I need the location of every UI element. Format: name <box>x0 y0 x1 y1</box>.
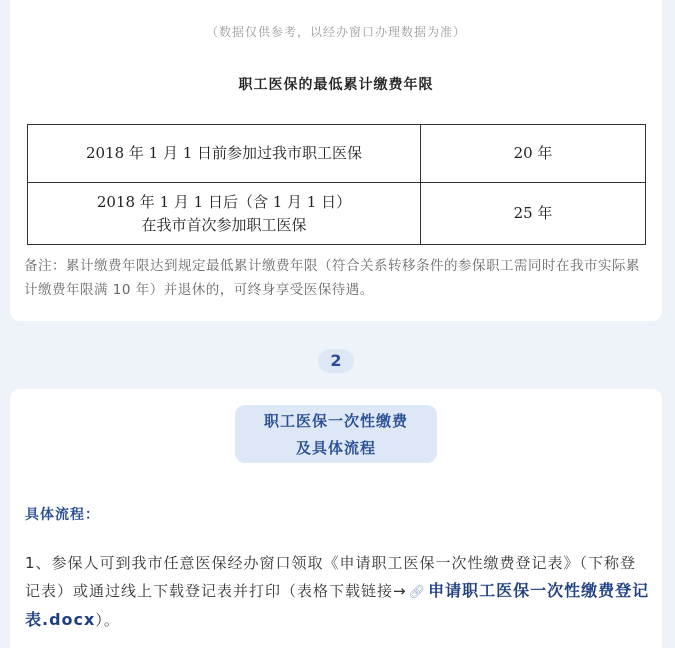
step-1-text: 1、参保人可到我市任意医保经办窗口领取《申请职工医保一次性缴费登记表》（下称登记表）或通过线上下载登记表并打印（表格下载链接→ <box>25 554 637 600</box>
section-title <box>235 405 437 463</box>
min-years-table <box>27 124 646 245</box>
download-form-link[interactable]: 申请职工医保一次性缴费登记表.docx <box>25 581 650 629</box>
step-1-paragraph <box>25 550 650 634</box>
condition-text-line1: 2018 年 1 月 1 日后（含 1 月 1 日） <box>96 192 352 211</box>
table-title: 职工医保的最低累计缴费年限 <box>238 77 434 93</box>
process-label: 具体流程： <box>25 507 100 523</box>
section-number-badge: 2 <box>318 349 354 373</box>
condition-text-line2: 在我市首次参加职工医保 <box>141 215 307 234</box>
table-cell-years: 20 年 <box>421 125 646 183</box>
disclaimer-text: （数据仅供参考，以经办窗口办理数据为准） <box>205 25 466 39</box>
table-cell-condition <box>28 125 421 183</box>
info-card-one-time-payment <box>10 389 662 648</box>
info-card-min-years <box>10 0 662 321</box>
table-row <box>28 125 646 183</box>
section-title-line2: 及具体流程 <box>295 439 376 457</box>
section-title-line1: 职工医保一次性缴费 <box>263 412 408 430</box>
table-row <box>28 183 646 245</box>
table-cell-condition <box>28 183 421 245</box>
link-icon: 🔗︎ <box>408 585 427 600</box>
step-1-end: ）。 <box>95 611 120 629</box>
note-text: 备注：累计缴费年限达到规定最低累计缴费年限（符合关系转移条件的参保职工需同时在我市实际累计缴费年限满 10 年）并退休的，可终身享受医保待遇。 <box>24 258 640 298</box>
table-cell-years: 25 年 <box>421 183 646 245</box>
condition-text: 2018 年 1 月 1 日前参加过我市职工医保 <box>85 144 363 162</box>
